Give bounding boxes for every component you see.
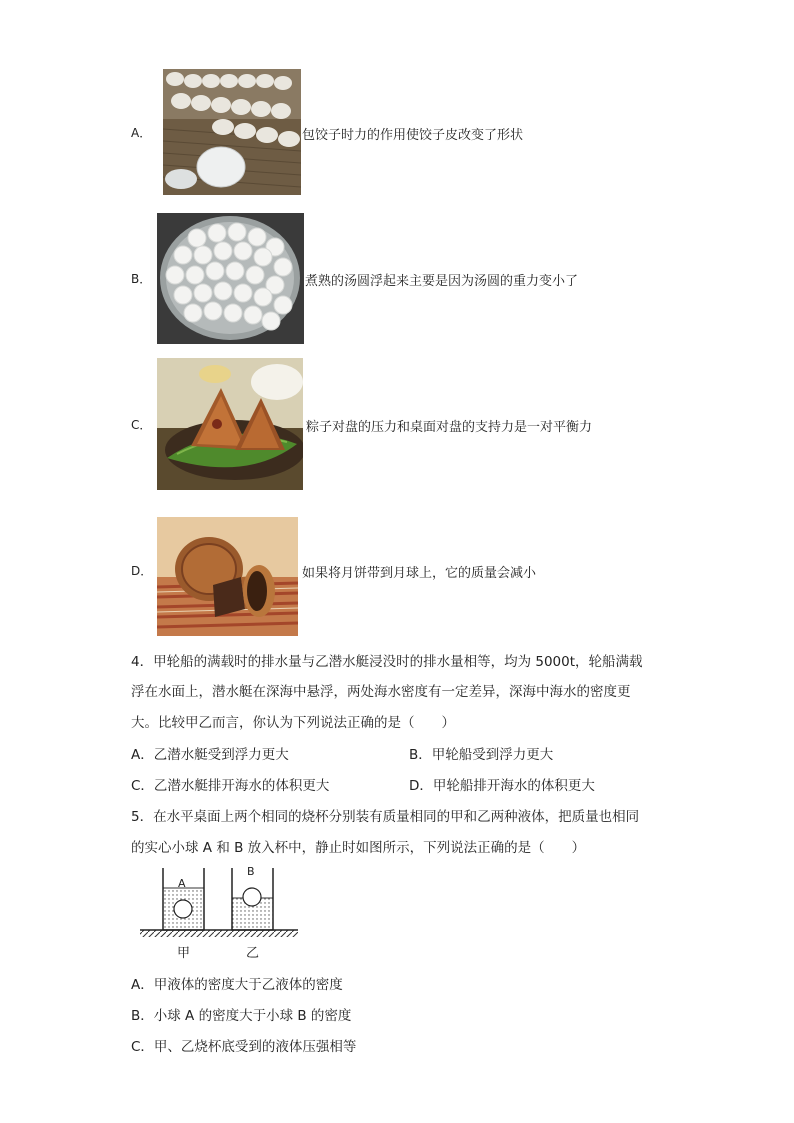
table-surface [140, 930, 298, 937]
option-d-letter: D． [131, 564, 153, 578]
dumplings-photo [163, 69, 301, 195]
q4-line-2: 浮在水面上，潜水艇在深海中悬浮，两处海水密度有一定差异，深海中海水的密度更 [131, 684, 631, 700]
beakers-figure [136, 866, 301, 962]
q4-line-1: 4．甲轮船的满载时的排水量与乙潜水艇浸没时的排水量相等，均为 5000t，轮船满载 [131, 654, 643, 670]
option-c-letter: C． [131, 418, 152, 432]
zongzi-photo [157, 358, 303, 490]
tangyuan-photo [157, 213, 304, 344]
beaker-label-jia: 甲 [177, 946, 191, 961]
q4-choice-d: D．甲轮船排开海水的体积更大 [409, 778, 595, 794]
beakers-diagram [136, 866, 301, 938]
option-b-letter: B． [131, 272, 152, 286]
q5-line-2: 的实心小球 A 和 B 放入杯中，静止时如图所示，下列说法正确的是（ ） [131, 840, 586, 856]
q4-line-3: 大。比较甲乙而言，你认为下列说法正确的是（ ） [131, 715, 455, 731]
q4-choice-b: B．甲轮船受到浮力更大 [409, 747, 554, 763]
mooncake-photo [157, 517, 298, 636]
option-d-text: 如果将月饼带到月球上，它的质量会减小 [302, 566, 537, 581]
ball-b-label: B [247, 865, 255, 878]
q5-choice-b: B．小球 A 的密度大于小球 B 的密度 [131, 1008, 352, 1024]
q4-choice-c: C．乙潜水艇排开海水的体积更大 [131, 778, 330, 794]
option-b-text: 煮熟的汤圆浮起来主要是因为汤圆的重力变小了 [305, 274, 579, 289]
beaker-label-yi: 乙 [246, 946, 260, 961]
q5-choice-a: A．甲液体的密度大于乙液体的密度 [131, 977, 343, 993]
ball-b [243, 888, 261, 906]
ball-a-label: A [178, 877, 186, 890]
q4-choice-a: A．乙潜水艇受到浮力更大 [131, 747, 289, 763]
option-a-text: 包饺子时力的作用使饺子皮改变了形状 [302, 128, 524, 143]
q5-line-1: 5．在水平桌面上两个相同的烧杯分别装有质量相同的甲和乙两种液体，把质量也相同 [131, 809, 640, 825]
option-c-text: 粽子对盘的压力和桌面对盘的支持力是一对平衡力 [306, 420, 593, 435]
q5-choice-c: C．甲、乙烧杯底受到的液体压强相等 [131, 1039, 357, 1055]
option-a-letter: A． [131, 126, 152, 140]
ball-a [174, 900, 192, 918]
